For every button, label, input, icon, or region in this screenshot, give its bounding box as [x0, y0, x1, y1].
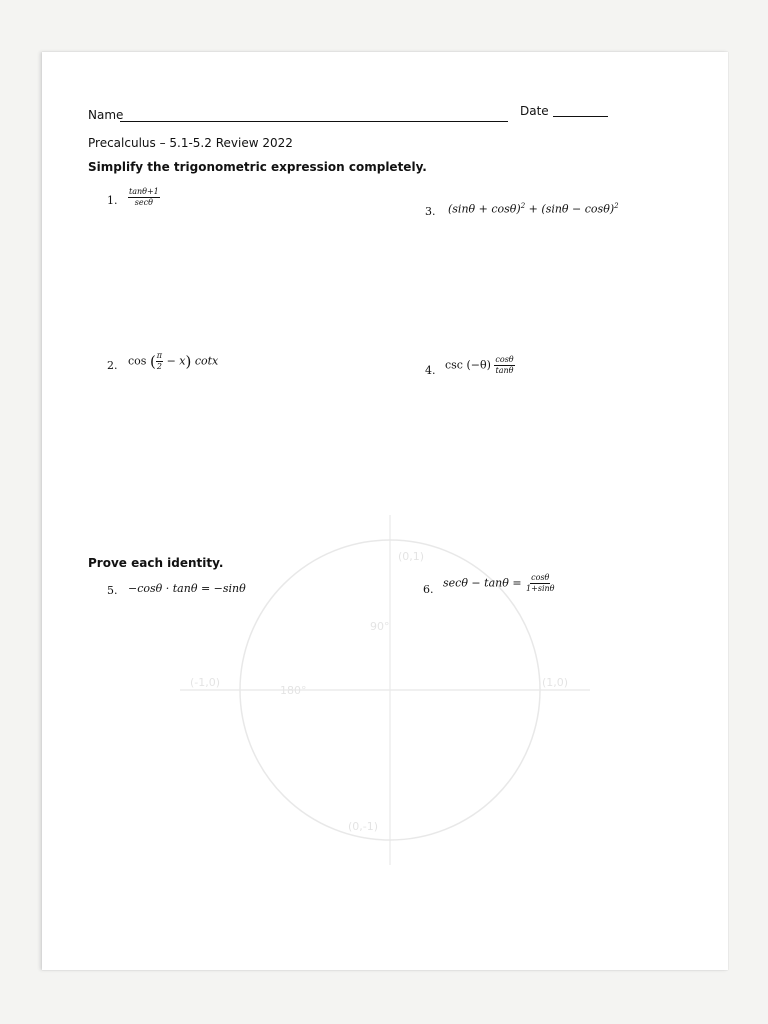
watermark-label: (-1,0) — [190, 676, 221, 689]
problem-4-expression — [445, 356, 515, 375]
numerator: cosθ — [531, 573, 550, 582]
numerator: tanθ+1 — [129, 187, 159, 196]
problem-number: 4. — [425, 364, 436, 377]
watermark-label: (0,1) — [398, 550, 425, 563]
watermark-label: 90° — [370, 620, 390, 633]
problem-number: 3. — [425, 205, 436, 218]
expr-part: − x — [166, 354, 186, 368]
numerator: π — [156, 351, 163, 360]
expr-part: csc (−θ) — [445, 358, 491, 372]
section2-heading: Prove each identity. — [88, 556, 224, 570]
problem-1-expression — [128, 188, 160, 207]
denominator: 2 — [156, 362, 162, 371]
section1-heading: Simplify the trigonometric expression completely. — [88, 160, 427, 174]
problem-6-expression — [443, 574, 555, 593]
problem-number: 5. — [107, 584, 118, 597]
unit-circle-watermark — [170, 510, 590, 870]
denominator: secθ — [134, 198, 153, 207]
expr-part: secθ − tanθ = — [443, 576, 522, 590]
watermark-label: (1,0) — [542, 676, 569, 689]
exponent: 2 — [520, 202, 526, 210]
problem-number: 1. — [107, 194, 118, 207]
problem-3-expression — [448, 202, 619, 216]
denominator: tanθ — [495, 366, 514, 375]
denominator: 1+sinθ — [526, 584, 555, 593]
name-label: Name — [88, 108, 124, 122]
expr-part: + (sinθ − cosθ) — [525, 202, 615, 216]
date-label: Date — [520, 104, 549, 118]
expr-part: (sinθ + cosθ) — [448, 202, 521, 216]
numerator: cosθ — [495, 355, 514, 364]
problem-2-expression: cos ( $\frac{\pi}{2}$ − x) cotx — [128, 351, 219, 371]
date-blank[interactable] — [553, 116, 608, 117]
expr-part: cos — [128, 354, 147, 368]
course-title: Precalculus – 5.1-5.2 Review 2022 — [88, 136, 293, 150]
watermark-label: 180° — [280, 684, 307, 697]
problem-number: 6. — [423, 583, 434, 596]
exponent: 2 — [614, 202, 619, 210]
problem-5-expression: −cosθ · tanθ = −sinθ — [128, 582, 246, 595]
expr-part: cotx — [194, 354, 219, 368]
watermark-label: (0,-1) — [348, 820, 379, 833]
problem-number: 2. — [107, 359, 118, 372]
name-blank[interactable] — [120, 121, 508, 122]
